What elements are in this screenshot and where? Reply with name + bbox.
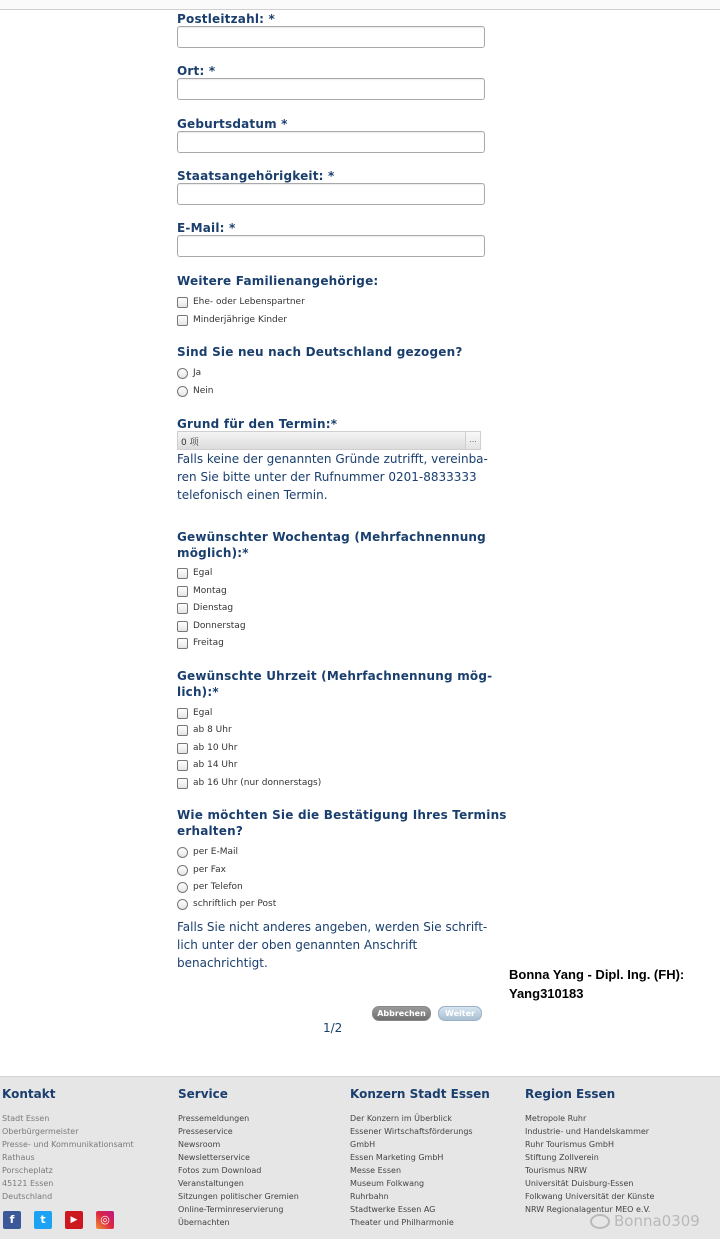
checkbox[interactable] (177, 603, 188, 614)
footer-link[interactable]: GmbH (350, 1140, 376, 1149)
weibo-watermark: Bonna0309 (590, 1212, 700, 1230)
youtube-icon[interactable]: ▶ (65, 1211, 83, 1229)
radio[interactable] (177, 899, 188, 910)
wochentag-option-dienstag[interactable]: Dienstag (177, 602, 233, 614)
radio[interactable] (177, 865, 188, 876)
twitter-icon[interactable]: t (34, 1211, 52, 1229)
footer-link[interactable]: Der Konzern im Überblick (350, 1114, 452, 1123)
family-option-partner[interactable]: Ehe- oder Lebenspartner (177, 296, 305, 308)
family-option-children[interactable]: Minderjährige Kinder (177, 314, 287, 326)
family-heading: Weitere Familienangehörige: (177, 274, 379, 288)
radio[interactable] (177, 368, 188, 379)
footer-service-heading: Service (178, 1087, 228, 1101)
footer-link[interactable]: Ruhrbahn (350, 1192, 389, 1201)
footer-item: Deutschland (2, 1192, 53, 1201)
uhrzeit-option-egal[interactable]: Egal (177, 707, 212, 719)
wochentag-option-donnerstag[interactable]: Donnerstag (177, 620, 246, 632)
footer-konzern-heading: Konzern Stadt Essen (350, 1087, 490, 1101)
page-indicator: 1/2 (323, 1021, 343, 1035)
checkbox[interactable] (177, 760, 188, 771)
checkbox[interactable] (177, 725, 188, 736)
bestaetigung-option-email[interactable]: per E-Mail (177, 846, 238, 858)
grund-note: Falls keine der genannten Gründe zutrifft, vereinba- ren Sie bitte unter der Rufnummer 0201-8833333 telefonisch einen Termin. (177, 452, 488, 502)
footer-link[interactable]: NRW Regionalagentur MEO e.V. (525, 1205, 651, 1214)
footer-konzern (350, 1086, 490, 1229)
moved-heading: Sind Sie neu nach Deutschland gezogen? (177, 345, 463, 359)
footer-link[interactable]: Ruhr Tourismus GmbH (525, 1140, 615, 1149)
bestaetigung-option-post[interactable]: schriftlich per Post (177, 898, 276, 910)
footer-link[interactable]: Stiftung Zollverein (525, 1153, 599, 1162)
footer-item: Porscheplatz (2, 1166, 53, 1175)
wochentag-option-egal[interactable]: Egal (177, 567, 212, 579)
checkbox[interactable] (177, 315, 188, 326)
footer-link[interactable]: Folkwang Universität der Künste (525, 1192, 655, 1201)
footer-item: Oberbürgermeister (2, 1127, 79, 1136)
grund-select-value: 0 项 (181, 438, 199, 448)
checkbox[interactable] (177, 621, 188, 632)
footer-link[interactable]: Fotos zum Download (178, 1166, 262, 1175)
weibo-icon (590, 1214, 610, 1229)
postleitzahl-label: Postleitzahl: * (177, 12, 276, 26)
geburtsdatum-label: Geburtsdatum * (177, 117, 288, 131)
footer-link[interactable]: Tourismus NRW (525, 1166, 587, 1175)
checkbox[interactable] (177, 568, 188, 579)
staatsangehoerigkeit-label: Staatsangehörigkeit: * (177, 169, 335, 183)
footer-link[interactable]: Online-Terminreservierung (178, 1205, 284, 1214)
footer-link[interactable]: Presseservice (178, 1127, 233, 1136)
footer-item: Rathaus (2, 1153, 35, 1162)
uhrzeit-option-14[interactable]: ab 14 Uhr (177, 759, 237, 771)
footer-kontakt (2, 1086, 134, 1203)
footer-region (525, 1086, 654, 1216)
footer-link[interactable]: Essen Marketing GmbH (350, 1153, 444, 1162)
ort-label: Ort: * (177, 64, 216, 78)
email-input[interactable] (177, 235, 485, 257)
checkbox[interactable] (177, 586, 188, 597)
bestaetigung-note: Falls Sie nicht anderes angeben, werden Sie schrift- lich unter der oben genannten Anschrift benachrichtigt. (177, 920, 488, 970)
wochentag-option-montag[interactable]: Montag (177, 585, 227, 597)
wochentag-heading: Gewünschter Wochentag (Mehrfachnennung möglich):* (177, 530, 486, 560)
geburtsdatum-input[interactable] (177, 131, 485, 153)
footer-region-heading: Region Essen (525, 1087, 616, 1101)
instagram-icon[interactable]: ◎ (96, 1211, 114, 1229)
radio[interactable] (177, 386, 188, 397)
footer-link[interactable]: Pressemeldungen (178, 1114, 250, 1123)
select-arrow-icon[interactable]: ... (465, 432, 480, 449)
footer-link[interactable]: Übernachten (178, 1218, 230, 1227)
checkbox[interactable] (177, 638, 188, 649)
moved-option-nein[interactable]: Nein (177, 385, 213, 397)
footer-link[interactable]: Stadtwerke Essen AG (350, 1205, 436, 1214)
wochentag-option-freitag[interactable]: Freitag (177, 637, 224, 649)
footer-link[interactable]: Industrie- und Handelskammer (525, 1127, 650, 1136)
postleitzahl-input[interactable] (177, 26, 485, 48)
footer-item: Presse- und Kommunikationsamt (2, 1140, 134, 1149)
uhrzeit-heading: Gewünschte Uhrzeit (Mehrfachnennung mög- lich):* (177, 669, 493, 699)
cancel-button[interactable]: Abbrechen (372, 1006, 431, 1021)
footer-item: 45121 Essen (2, 1179, 54, 1188)
checkbox[interactable] (177, 743, 188, 754)
next-button[interactable]: Weiter (438, 1006, 482, 1021)
footer-link[interactable]: Veranstaltungen (178, 1179, 244, 1188)
footer-link[interactable]: Metropole Ruhr (525, 1114, 587, 1123)
signature-text: Bonna Yang - Dipl. Ing. (FH): Yang310183 (509, 967, 685, 1001)
uhrzeit-option-10[interactable]: ab 10 Uhr (177, 742, 237, 754)
footer-link[interactable]: Newsroom (178, 1140, 221, 1149)
browser-top-edge (0, 0, 720, 10)
bestaetigung-heading: Wie möchten Sie die Bestätigung Ihres Termins erhalten? (177, 808, 507, 838)
footer-kontakt-heading: Kontakt (2, 1087, 56, 1101)
checkbox[interactable] (177, 778, 188, 789)
footer-link[interactable]: Universität Duisburg-Essen (525, 1179, 634, 1188)
radio[interactable] (177, 847, 188, 858)
bestaetigung-option-fax[interactable]: per Fax (177, 864, 226, 876)
ort-input[interactable] (177, 78, 485, 100)
moved-option-ja[interactable]: Ja (177, 367, 201, 379)
footer-item: Stadt Essen (2, 1114, 50, 1123)
footer-service (178, 1086, 299, 1229)
uhrzeit-option-16[interactable]: ab 16 Uhr (nur donnerstags) (177, 777, 321, 789)
checkbox[interactable] (177, 297, 188, 308)
email-label: E-Mail: * (177, 221, 236, 235)
grund-heading: Grund für den Termin:* (177, 417, 338, 431)
grund-select[interactable] (177, 431, 481, 450)
footer-link[interactable]: Newsletterservice (178, 1153, 250, 1162)
uhrzeit-option-8[interactable]: ab 8 Uhr (177, 724, 232, 736)
footer-link[interactable]: Museum Folkwang (350, 1179, 425, 1188)
staatsangehoerigkeit-input[interactable] (177, 183, 485, 205)
footer-link[interactable]: Sitzungen politischer Gremien (178, 1192, 299, 1201)
footer-link[interactable]: Messe Essen (350, 1166, 402, 1175)
checkbox[interactable] (177, 708, 188, 719)
footer-link[interactable]: Theater und Philharmonie (350, 1218, 454, 1227)
facebook-icon[interactable]: f (3, 1211, 21, 1229)
bestaetigung-option-telefon[interactable]: per Telefon (177, 881, 243, 893)
footer-link[interactable]: Essener Wirtschaftsförderungs (350, 1127, 473, 1136)
radio[interactable] (177, 882, 188, 893)
